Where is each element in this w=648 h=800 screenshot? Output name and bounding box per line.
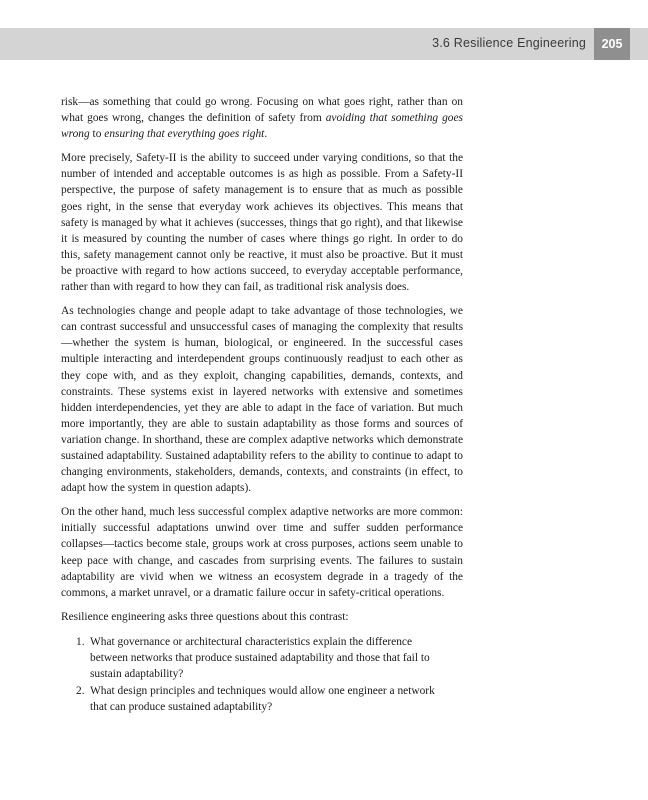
paragraph-three-questions: Resilience engineering asks three questions about this contrast: (61, 610, 349, 623)
list-item-text: What design principles and techniques would allow one engineer a network that can produce sustained adaptability? (90, 685, 435, 714)
paragraph-text: . (264, 128, 268, 141)
page-number: 205 (594, 28, 630, 60)
questions-list (61, 634, 463, 715)
list-item (61, 634, 463, 682)
emphasis-text: avoiding that something goes wrong (61, 112, 463, 141)
paragraph-less-successful-networks: On the other hand, much less successful complex adaptive networks are more common: initially successful adaptations unwind over time and suffer sudden performance collapses—tactics become stale, groups work at cross purposes, actions seem unable to keep pace with change, and cascades from surprising events. The failures to sustain adaptability are vivid when we witness an ecosystem degrade in a tragedy of the commons, a market unravel, or a dramatic failure occur in safety-critical operations. (61, 506, 463, 599)
body-text (61, 94, 463, 716)
paragraph-text: risk—as something that could go wrong. Focusing on what goes right, rather than on what goes wrong, changes the definition of safety from (61, 96, 463, 125)
list-item-number: 2. (76, 685, 85, 698)
paragraph-text: to (89, 128, 105, 141)
list-item-text: What governance or architectural characteristics explain the difference between networks that produce sustained adaptability and those that fail to sustain adaptability? (90, 635, 430, 681)
emphasis-text: ensuring that everything goes right (104, 128, 265, 141)
section-title: 3.6 Resilience Engineering (432, 36, 586, 50)
paragraph-complex-adaptive-networks: As technologies change and people adapt to take advantage of those technologies, we can contrast successful and unsuccessful cases of managing the complexity that results—whether the system is human, biological, or engineered. In the successful cases multiple interacting and interdependent groups continuously readjust to each other as they cope with, and as they exploit, changing capabilities, demands, contexts, and constraints. These systems exist in layered networks with extensive and sometimes hidden interdependencies, yet they are able to adapt in the face of variation. But much more importantly, they are able to sustain adaptability as those forms and sources of variation change. In shorthand, these are complex adaptive networks which demonstrate sustained adaptability. Sustained adaptability refers to the ability to continue to adapt to changing environments, stakeholders, demands, contexts, and constraints (in effect, to adapt how the system in question adapts). (61, 305, 463, 495)
list-item-number: 1. (76, 635, 85, 648)
list-item (61, 683, 463, 715)
paragraph-safety-ii: More precisely, Safety-II is the ability to succeed under varying conditions, so that the number of intended and acceptable outcomes is as high as possible. From a Safety-II perspective, the purpose of safety management is to ensure that as much as possible goes right, in the sense that everyday work achieves its objectives. This means that safety is managed by what it achieves (successes, things that go right), and that likewise it is measured by counting the number of cases where things go right. In order to do this, safety management cannot only be reactive, it must also be proactive. But it must be proactive with regard to how actions succeed, to everyday acceptable performance, rather than with regard to how they can fail, as traditional risk analysis does. (61, 152, 463, 294)
paragraph-safety-definition (61, 94, 463, 142)
